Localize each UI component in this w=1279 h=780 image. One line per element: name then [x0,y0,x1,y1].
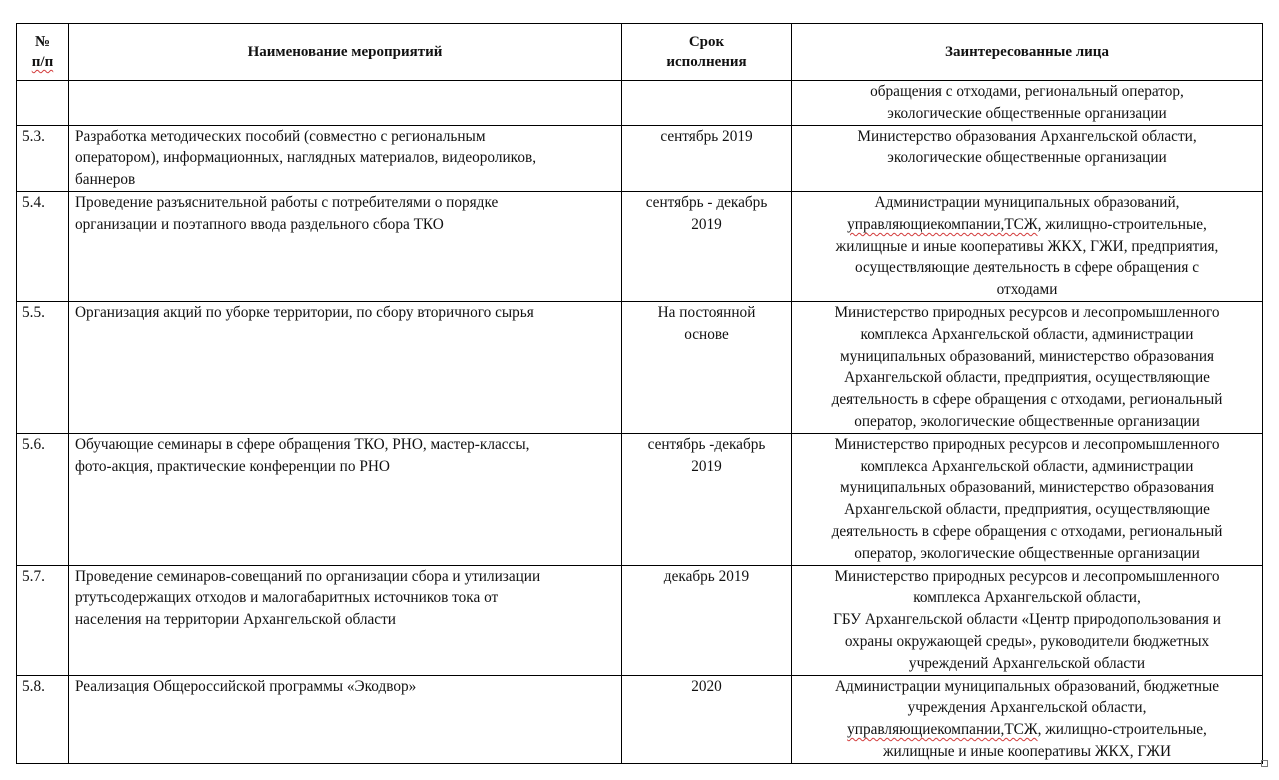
line: сентябрь -декабрь [647,435,766,453]
cell-number: 5.6. [17,433,69,565]
header-term-line2: исполнения [666,54,747,70]
line [798,719,1256,741]
header-number [17,24,69,81]
table-header-row [17,24,1263,81]
line: экологические общественные организации [887,104,1167,122]
line: оператор, экологические общественные организации [854,412,1200,430]
line: сентябрь 2019 [660,127,753,145]
table-row [17,565,1263,675]
table-row [17,433,1263,565]
line: комплекса Архангельской области, администрации [860,457,1194,475]
cell-responsible [792,675,1263,763]
cell-name [69,565,622,675]
line: декабрь 2019 [663,567,750,585]
line: экологические общественные организации [887,149,1167,167]
line: Проведение семинаров-совещаний по организации сбора и утилизации [75,567,541,585]
line: организации и поэтапного ввода раздельного сбора ТКО [75,215,444,233]
table-row-continuation [17,81,1263,126]
line: ртутьсодержащих отходов и малогабаритных источников тока от [75,589,499,607]
line: сентябрь - декабрь [645,193,768,211]
cell-number: 5.3. [17,125,69,191]
cell-number: 5.7. [17,565,69,675]
line: На постоянной [657,303,756,321]
line: осуществляющие деятельность в сфере обращения с [854,259,1200,277]
line: Министерство природных ресурсов и лесопромышленного [834,303,1220,321]
header-responsible: Заинтересованные лица [792,24,1263,81]
line: 2019 [691,457,722,475]
line: Архангельской области, предприятия, осуществляющие [844,369,1210,387]
line: жилищные и иные кооперативы ЖКХ, ГЖИ [882,742,1172,760]
line: Организация акций по уборке территории, по сбору вторичного сырья [75,303,534,321]
header-name: Наименование мероприятий [69,24,622,81]
resize-handle-icon[interactable] [1261,760,1268,767]
cell-term [622,565,792,675]
line: учреждений Архангельской области [908,654,1146,672]
cell-term [622,191,792,301]
events-table [16,23,1263,764]
line: деятельность в сфере обращения с отходами, региональный [831,522,1223,540]
line: комплекса Архангельской области, администрации [860,325,1194,343]
cell-responsible [792,565,1263,675]
cell-term [622,433,792,565]
line: Реализация Общероссийской программы «Экодвор» [75,677,417,695]
table-row [17,675,1263,763]
table-row [17,301,1263,433]
cell-number: 5.5. [17,301,69,433]
line: жилищные и иные кооперативы ЖКХ, ГЖИ, предприятия, [835,237,1219,255]
cell-responsible [792,191,1263,301]
table-row [17,125,1263,191]
cell-term [622,301,792,433]
line: Разработка методических пособий (совместно с региональным [75,127,486,145]
table-row [17,191,1263,301]
line: Обучающие семинары в сфере обращения ТКО, РНО, мастер-классы, [75,435,530,453]
line: комплекса Архангельской области, [913,589,1141,607]
cell-name [69,675,622,763]
header-term-line1: Срок [688,34,725,50]
cell-name [69,125,622,191]
line: 2019 [691,215,722,233]
line: фото-акция, практические конференции по РНО [75,457,390,475]
cell-responsible [792,433,1263,565]
spellcheck-word: управляющиекомпании,ТСЖ [847,721,1038,739]
line: ГБУ Архангельской области «Центр природопользования и [833,611,1221,629]
line: охраны окружающей среды», руководители бюджетных [844,632,1210,650]
cell-number [17,81,69,126]
cell-name [69,301,622,433]
line: Министерство природных ресурсов и лесопромышленного [834,435,1220,453]
line: Проведение разъяснительной работы с потребителями о порядке [75,193,499,211]
cell-number: 5.8. [17,675,69,763]
line: деятельность в сфере обращения с отходами, региональный [831,391,1223,409]
header-number-line2: п/п [31,54,54,70]
cell-name [69,191,622,301]
line: Министерство образования Архангельской области, [857,127,1197,145]
line: оператор, экологические общественные организации [854,544,1200,562]
cell-term [622,81,792,126]
line: учреждения Архангельской области, [907,699,1147,717]
line: Министерство природных ресурсов и лесопромышленного [834,567,1220,585]
cell-term [622,675,792,763]
line-tail: , жилищно-строительные, [1037,215,1207,233]
cell-responsible [792,301,1263,433]
cell-number: 5.4. [17,191,69,301]
header-number-line1: № [34,34,51,50]
cell-responsible [792,125,1263,191]
line [798,214,1256,236]
cell-term [622,125,792,191]
line: отходами [996,281,1058,299]
line: муниципальных образований, министерство образования [839,479,1215,497]
line: баннеров [75,171,136,189]
line: населения на территории Архангельской области [75,611,396,629]
cell-name [69,81,622,126]
line: Архангельской области, предприятия, осуществляющие [844,501,1210,519]
cell-responsible [792,81,1263,126]
line: Администрации муниципальных образований, [874,193,1180,211]
line: основе [684,325,729,343]
line: обращения с отходами, региональный оператор, [870,83,1184,100]
spellcheck-word: управляющиекомпании,ТСЖ [847,215,1038,233]
cell-name [69,433,622,565]
header-term [622,24,792,81]
line: Администрации муниципальных образований, бюджетные [834,677,1220,695]
line: оператором), информационных, наглядных материалов, видеороликов, [75,149,537,167]
line: муниципальных образований, министерство образования [839,347,1215,365]
line-tail: , жилищно-строительные, [1037,721,1207,739]
line: 2020 [691,677,722,695]
